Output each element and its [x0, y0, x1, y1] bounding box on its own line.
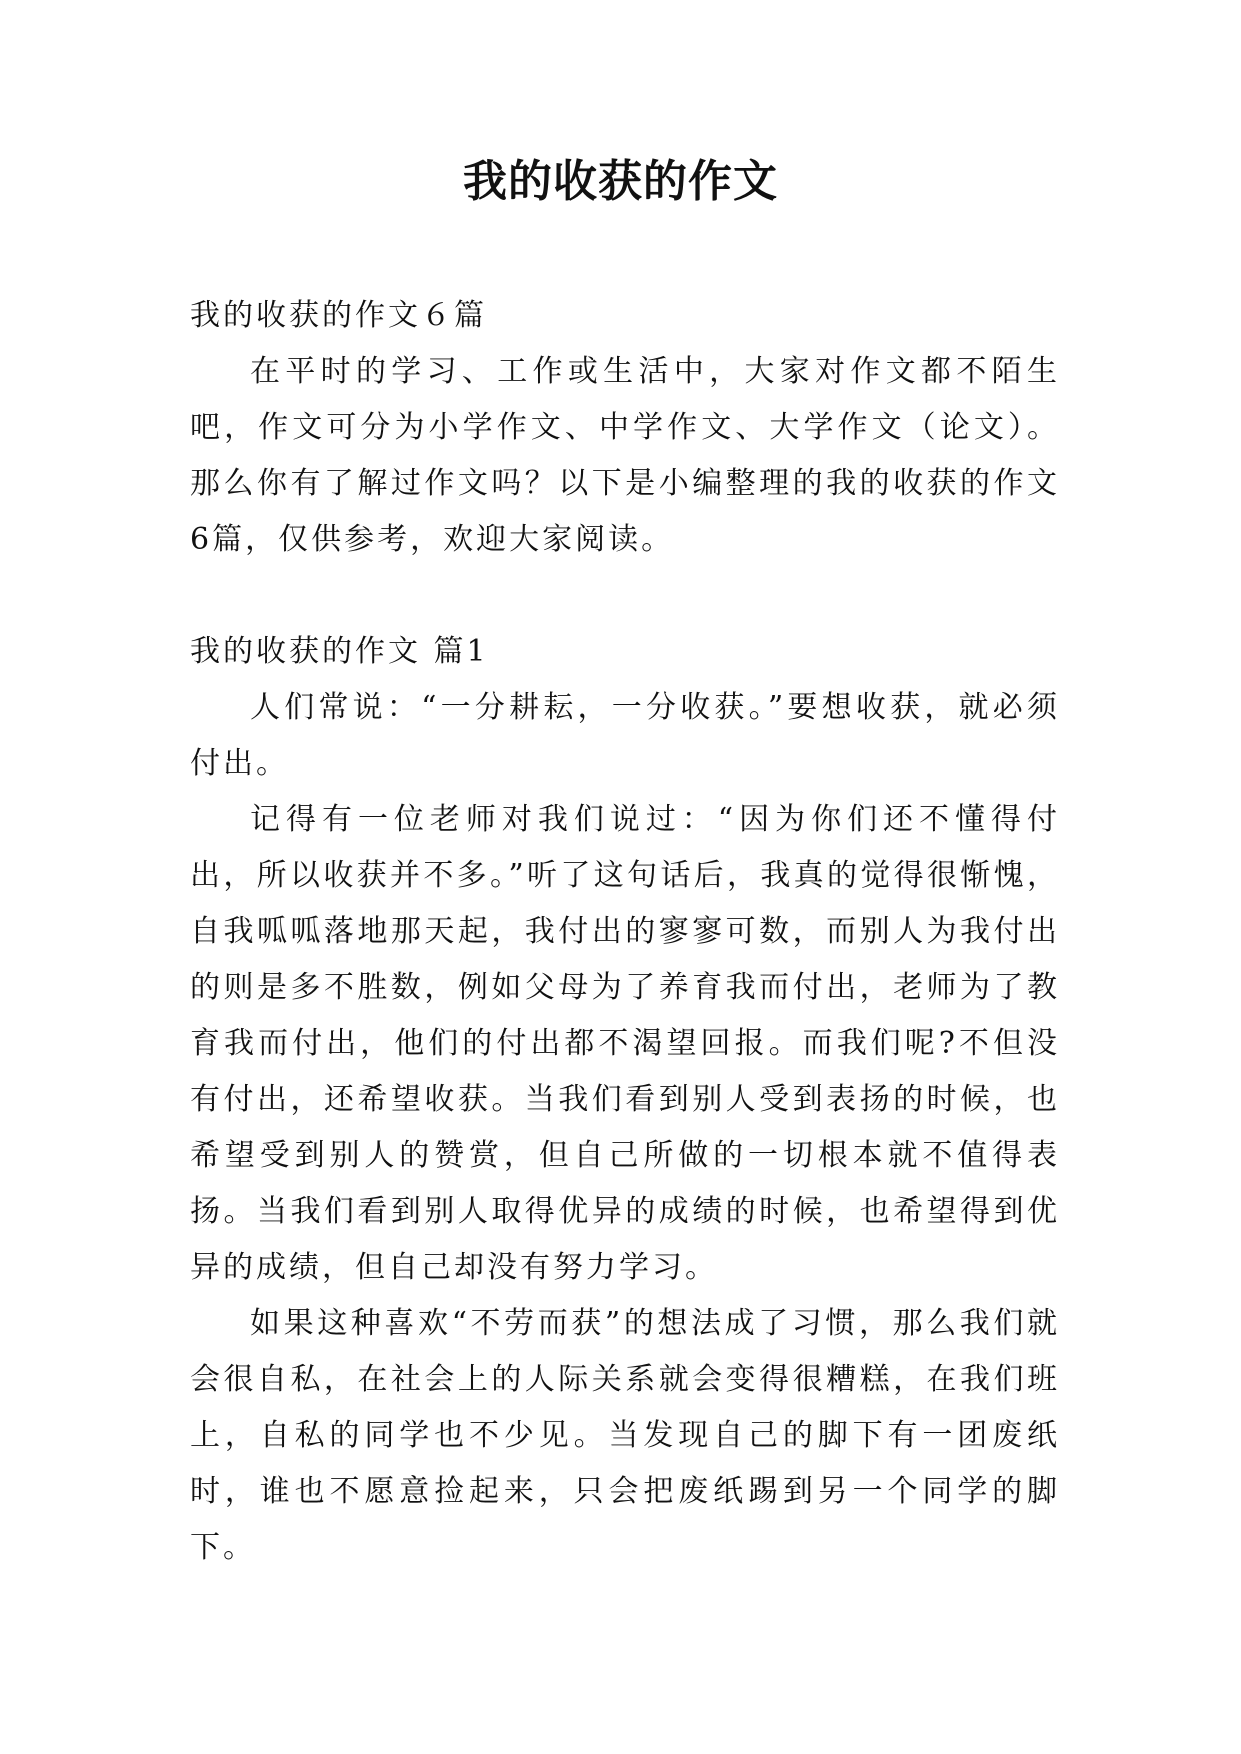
section1-paragraph-3: 如果这种喜欢“不劳而获”的想法成了习惯，那么我们就会很自私，在社会上的人际关系就会变得很糟糕，在我们班上，自私的同学也不少见。当发现自己的脚下有一团废纸时，谁也不愿意捡起来，只会把废纸踢到另一个同学的脚下。 — [190, 1306, 1060, 1565]
document-body — [190, 288, 1060, 1576]
section1-paragraph-1: 人们常说：“一分耕耘，一分收获。”要想收获，就必须付出。 — [190, 690, 1060, 781]
section1-heading: 我的收获的作文 篇1 — [190, 634, 489, 669]
intro-paragraph: 在平时的学习、工作或生活中，大家对作文都不陌生吧，作文可分为小学作文、中学作文、大学作文（论文）。那么你有了解过作文吗？以下是小编整理的我的收获的作文6篇，仅供参考，欢迎大家阅读。 — [190, 354, 1060, 557]
document-title: 我的收获的作文 — [463, 156, 778, 207]
section1-paragraph-2: 记得有一位老师对我们说过：“因为你们还不懂得付出，所以收获并不多。”听了这句话后，我真的觉得很惭愧，自我呱呱落地那天起，我付出的寥寥可数，而别人为我付出的则是多不胜数，例如父母为了养育我而付出，老师为了教育我而付出，他们的付出都不渴望回报。而我们呢?不但没有付出，还希望收获。当我们看到别人受到表扬的时候，也希望受到别人的赞赏，但自己所做的一切根本就不值得表扬。当我们看到别人取得优异的成绩的时候，也希望得到优异的成绩，但自己却没有努力学习。 — [190, 802, 1060, 1285]
section-spacer — [190, 568, 1060, 624]
intro-heading: 我的收获的作文６篇 — [190, 298, 487, 333]
